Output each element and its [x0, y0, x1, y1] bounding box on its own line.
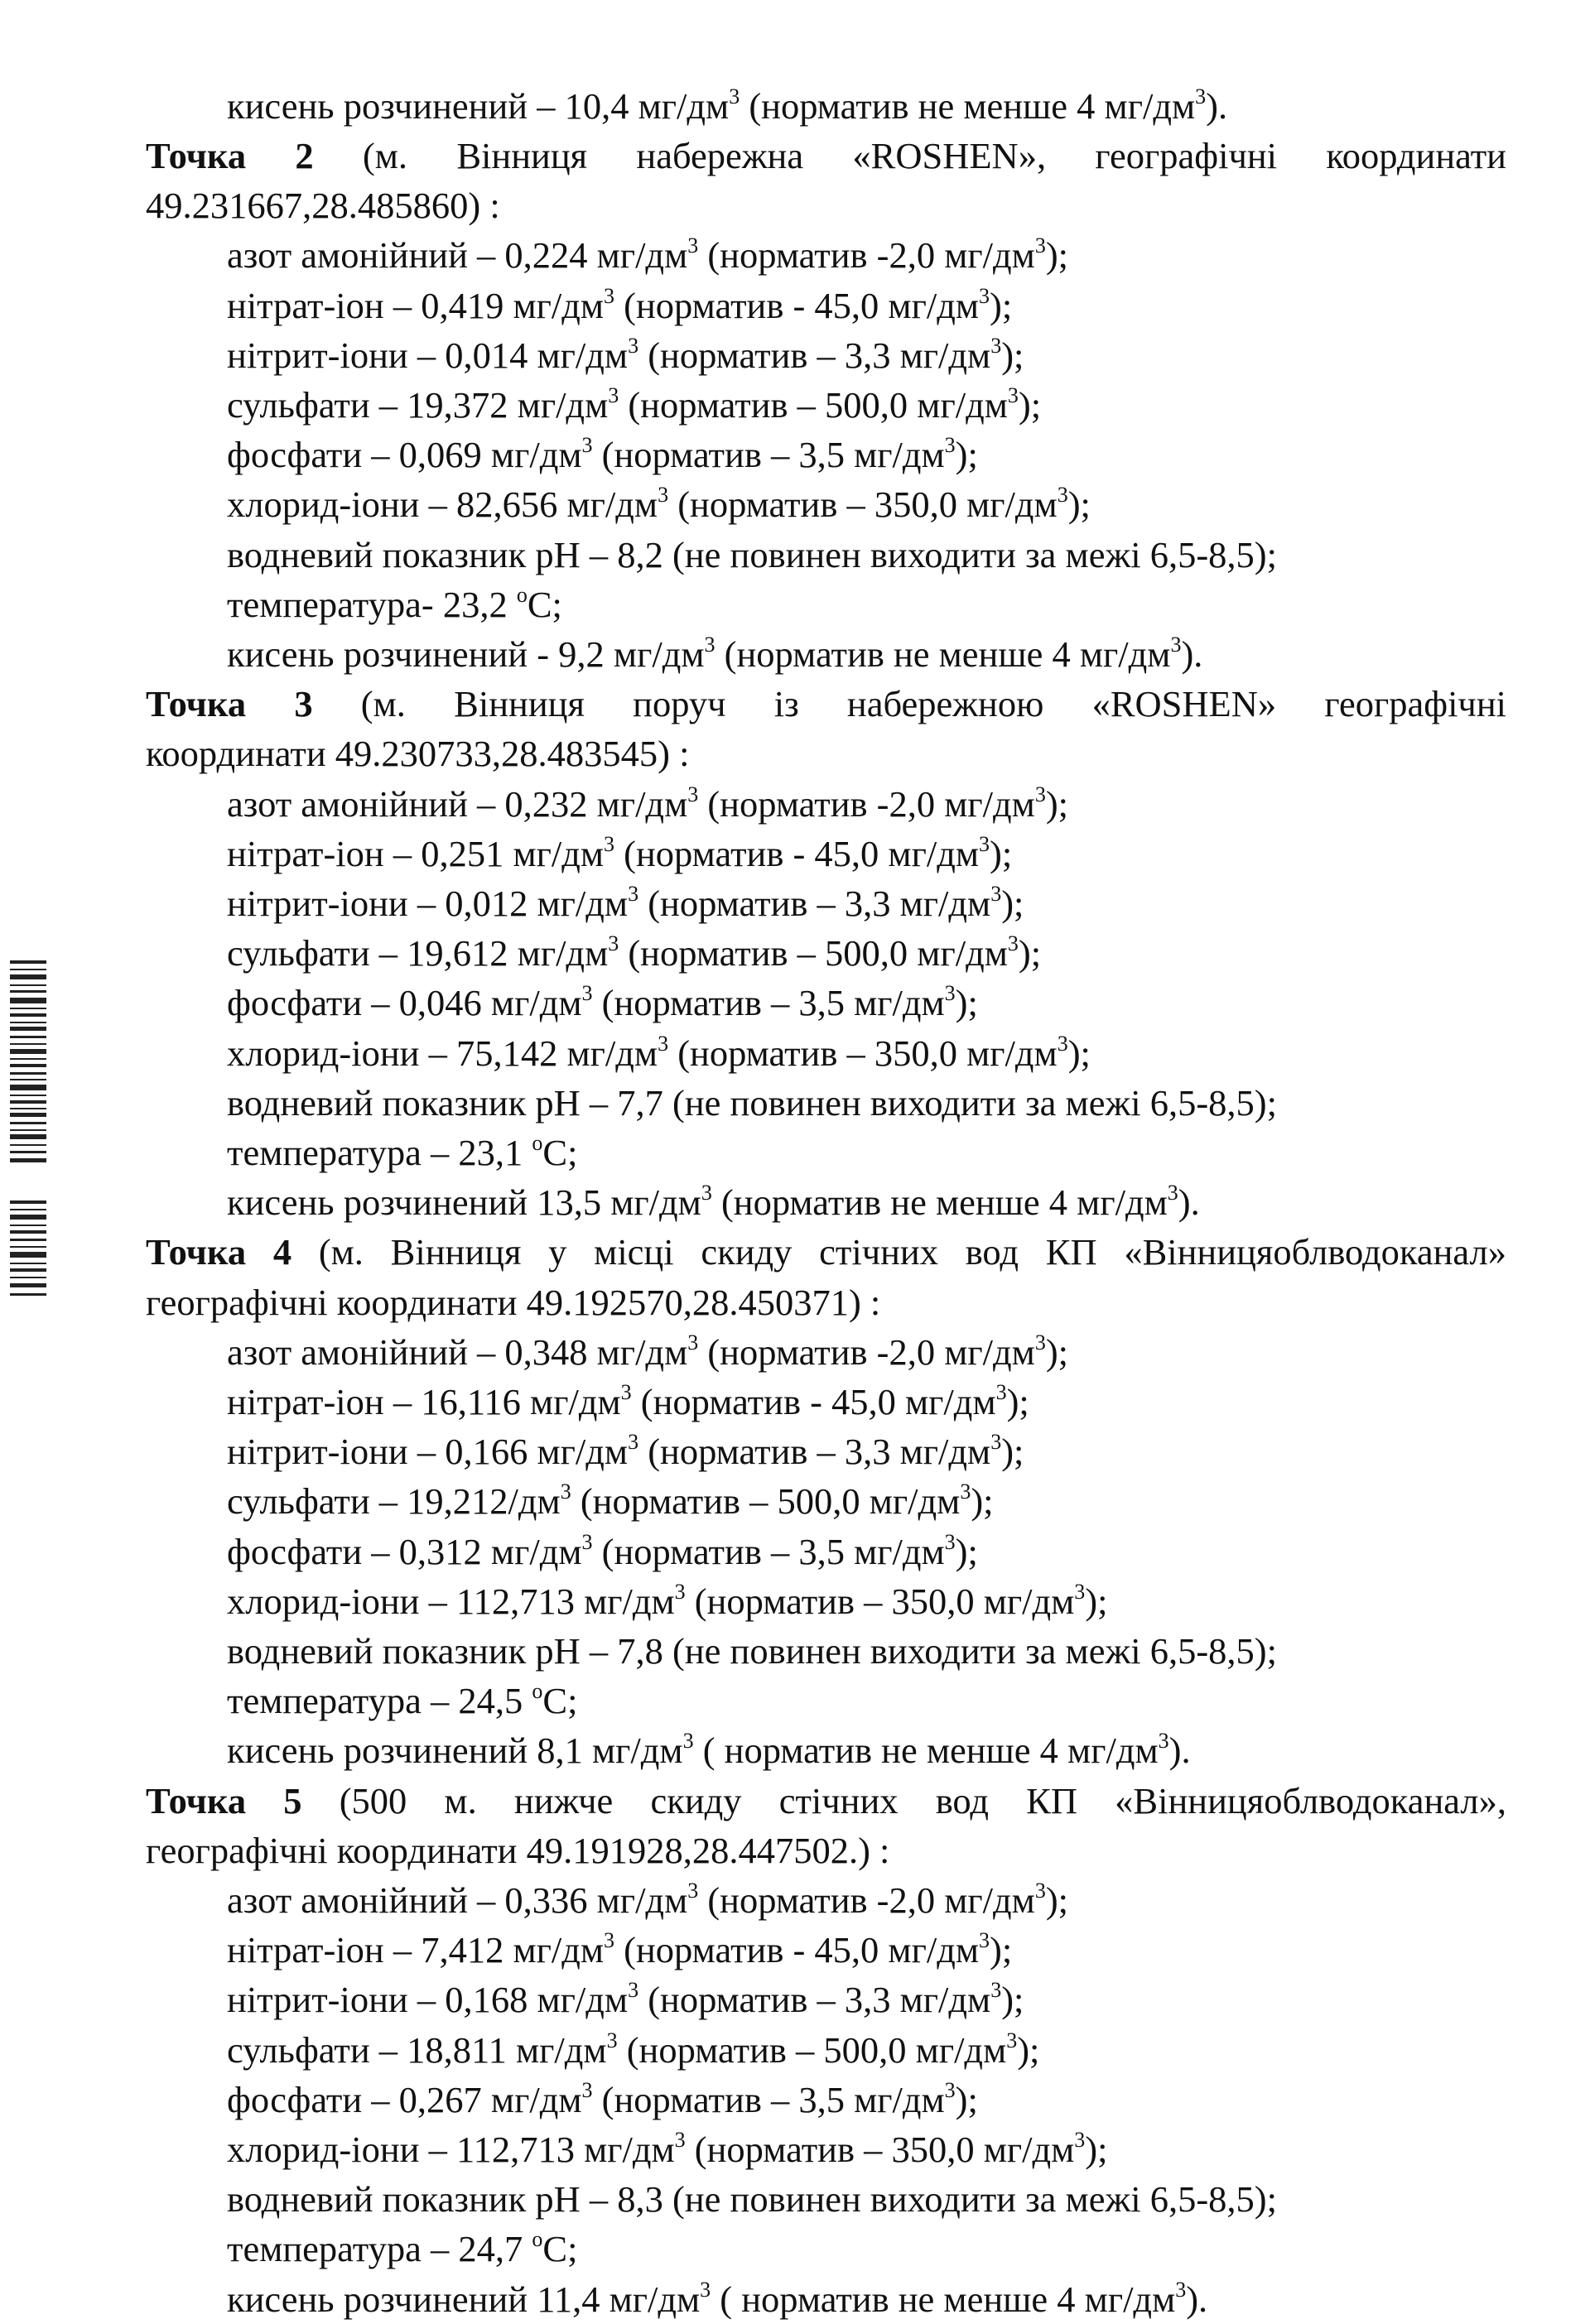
measurement-text: );: [1067, 1032, 1091, 1074]
superscript: 3: [979, 283, 990, 308]
superscript: 3: [1074, 2128, 1086, 2152]
measurement-text: );: [1001, 883, 1024, 924]
superscript: 3: [1007, 931, 1019, 956]
measurement-line: [227, 1028, 1091, 1078]
measurement-text: фосфати – 0,267 мг/дм: [227, 2078, 582, 2120]
measurement-text: ).: [1178, 1181, 1200, 1224]
superscript: 3: [944, 981, 956, 1006]
measurement-text: );: [1045, 1330, 1069, 1373]
measurement-text: температура – 24,5: [227, 1680, 532, 1722]
point-coordinates: географічні координати 49.192570,28.450371) :: [146, 1281, 881, 1323]
point-heading-text: (м. Вінниця набережна «ROSHEN», географічні координати: [313, 135, 1506, 176]
barcode-icon: [0, 952, 50, 1308]
measurement-text: );: [955, 2078, 978, 2120]
measurement-text: (норматив – 350,0 мг/дм: [668, 484, 1058, 526]
measurement-text: );: [1045, 782, 1069, 825]
measurement-line: [227, 1327, 1068, 1377]
measurement-text: (норматив – 3,3 мг/дм: [638, 334, 991, 376]
measurement-text: ( норматив не менше 4 мг/дм: [711, 2278, 1176, 2320]
measurement-text: хлорид-іони – 75,142 мг/дм: [227, 1032, 658, 1074]
superscript: 3: [687, 1330, 699, 1354]
superscript: 3: [701, 1181, 712, 1205]
measurement-line: [227, 230, 1068, 280]
measurement-line: [227, 281, 1012, 330]
superscript: 3: [560, 1480, 571, 1504]
superscript: 3: [1034, 1879, 1046, 1903]
measurement-text: нітрат-іон – 7,412 мг/дм: [227, 1929, 605, 1971]
superscript: 3: [1170, 633, 1182, 657]
point-heading-text: (м. Вінниця у місці скиду стічних вод КП «Вінницяоблводоканал»: [292, 1231, 1507, 1273]
measurement-line: [227, 1427, 1024, 1476]
intro-oxygen-line: кисень розчинений – 10,4 $мг/дм^3$ (норматив не менше 4 $мг/дм^3$).: [227, 84, 1228, 127]
superscript: 3: [1034, 782, 1046, 806]
measurement-text: );: [1001, 1979, 1024, 2021]
superscript: 3: [1057, 483, 1068, 508]
measurement-text: (норматив – 500,0 мг/дм: [571, 1480, 961, 1523]
superscript: 3: [581, 433, 593, 458]
measurement-text: С;: [542, 1680, 578, 1722]
superscript: 3: [700, 2277, 711, 2302]
measurement-text: фосфати – 0,046 мг/дм: [227, 982, 582, 1024]
superscript: 3: [1007, 383, 1019, 407]
measurement-text: нітрит-іони – 0,012 мг/дм: [227, 883, 629, 924]
superscript: о: [532, 2227, 543, 2252]
measurement-text: );: [955, 982, 978, 1024]
superscript: 3: [682, 1729, 694, 1754]
superscript: 3: [1175, 2277, 1187, 2302]
measurement-line: [227, 330, 1024, 380]
measurement-line: [227, 2025, 1039, 2075]
measurement-text: температура- 23,2: [227, 583, 517, 625]
superscript: 3: [628, 1978, 639, 2003]
superscript: 3: [620, 1380, 632, 1404]
measurement-line: [227, 629, 1202, 679]
measurement-text: нітрат-іон – 0,419 мг/дм: [227, 284, 605, 326]
measurement-line: [227, 380, 1041, 430]
measurement-text: );: [990, 832, 1013, 874]
measurement-text: водневий показник pH – 7,8 (не повинен виходити за межі 6,5-8,5);: [227, 1630, 1277, 1672]
measurement-line: [227, 580, 562, 629]
measurement-line: [227, 1626, 1277, 1676]
point-heading-text: (м. Вінниця поруч із набережною «ROSHEN» географічні: [312, 683, 1506, 725]
measurement-text: (норматив – 350,0 мг/дм: [685, 1580, 1075, 1622]
superscript: 3: [687, 233, 699, 258]
point-label: Точка 2: [146, 135, 314, 176]
measurement-text: сульфати – 19,612 мг/дм: [227, 932, 609, 974]
point-coordinates: географічні координати 49.191928,28.447502.) :: [146, 1829, 890, 1871]
measurement-text: );: [1018, 384, 1042, 426]
measurement-text: (норматив - 45,0 мг/дм: [614, 1929, 980, 1971]
measurement-text: );: [1018, 932, 1042, 974]
measurement-text: (норматив -2,0 мг/дм: [698, 1330, 1035, 1373]
measurement-text: (норматив -2,0 мг/дм: [698, 782, 1035, 825]
measurement-text: нітрит-іони – 0,166 мг/дм: [227, 1431, 629, 1473]
measurement-text: (норматив – 3,5 мг/дм: [592, 2078, 945, 2120]
measurement-text: );: [1045, 234, 1069, 277]
measurement-text: (норматив – 3,3 мг/дм: [638, 1979, 991, 2021]
measurement-line: [227, 1975, 1024, 2024]
point-coordinates: 49.231667,28.485860) :: [146, 185, 500, 227]
superscript: 3: [1057, 1031, 1068, 1056]
measurement-line: [227, 1476, 994, 1526]
superscript: 3: [960, 1480, 971, 1504]
superscript: 3: [604, 283, 615, 308]
superscript: 3: [990, 1430, 1002, 1455]
measurement-text: азот амонійний – 0,348 мг/дм: [227, 1330, 688, 1373]
measurement-line: [227, 1925, 1012, 1975]
superscript: 3: [581, 981, 593, 1006]
measurement-text: кисень розчинений 13,5 мг/дм: [227, 1181, 701, 1224]
measurement-text: (норматив – 500,0 мг/дм: [619, 932, 1008, 974]
measurement-text: хлорид-іони – 82,656 мг/дм: [227, 484, 658, 526]
superscript: 3: [604, 831, 615, 856]
measurement-text: (норматив - 45,0 мг/дм: [614, 284, 980, 326]
measurement-text: (норматив – 3,5 мг/дм: [592, 434, 945, 476]
superscript: 3: [1034, 1330, 1046, 1354]
measurement-text: );: [1067, 484, 1091, 526]
measurement-text: водневий показник pH – 8,3 (не повинен виходити за межі 6,5-8,5);: [227, 2178, 1277, 2221]
measurement-text: );: [1006, 1381, 1029, 1422]
measurement-line: [227, 430, 978, 479]
superscript: 3: [628, 1430, 639, 1455]
measurement-text: (норматив не менше 4 мг/дм: [711, 1181, 1168, 1224]
measurement-line: [227, 1676, 577, 1725]
measurement-text: (норматив – 3,3 мг/дм: [638, 883, 991, 924]
point-heading: [146, 131, 1506, 180]
measurement-line: [227, 978, 978, 1027]
superscript: 3: [1074, 1579, 1086, 1604]
point-heading-text: (500 м. нижче скиду стічних вод КП «Вінницяоблводоканал»,: [301, 1779, 1506, 1821]
measurement-text: (норматив - 45,0 мг/дм: [631, 1381, 996, 1422]
measurement-text: );: [990, 284, 1013, 326]
measurement-line: [227, 2224, 577, 2273]
measurement-text: );: [971, 1480, 994, 1523]
measurement-text: азот амонійний – 0,336 мг/дм: [227, 1879, 688, 1921]
measurement-text: (норматив – 350,0 мг/дм: [668, 1032, 1058, 1074]
measurement-text: (норматив -2,0 мг/дм: [698, 1879, 1035, 1921]
superscript: 3: [608, 383, 619, 407]
measurement-text: (норматив - 45,0 мг/дм: [614, 832, 980, 874]
measurement-text: кисень розчинений 8,1 мг/дм: [227, 1730, 683, 1772]
superscript: 3: [979, 831, 990, 856]
measurement-text: фосфати – 0,069 мг/дм: [227, 434, 582, 476]
measurement-line: [227, 1875, 1068, 1925]
superscript: 3: [687, 1879, 699, 1903]
superscript: 3: [990, 1978, 1002, 2003]
measurement-text: хлорид-іони – 112,713 мг/дм: [227, 1580, 675, 1622]
measurement-line: [227, 829, 1012, 878]
measurement-text: хлорид-іони – 112,713 мг/дм: [227, 2129, 675, 2170]
measurement-line: [227, 1128, 577, 1177]
superscript: 3: [979, 1928, 990, 1953]
superscript: 3: [628, 882, 639, 906]
measurement-line: [227, 2075, 978, 2124]
measurement-text: );: [1085, 2129, 1108, 2170]
measurement-text: нітрит-іони – 0,014 мг/дм: [227, 334, 629, 376]
superscript: 3: [658, 1031, 669, 1056]
superscript: 3: [944, 433, 956, 458]
superscript: 3: [1167, 1181, 1178, 1205]
superscript: о: [532, 1679, 543, 1704]
superscript: 3: [990, 333, 1002, 358]
superscript: 3: [995, 1380, 1007, 1404]
superscript: 3: [1006, 2028, 1018, 2052]
measurement-text: С;: [542, 1132, 578, 1173]
measurement-text: фосфати – 0,312 мг/дм: [227, 1530, 582, 1572]
measurement-text: );: [1085, 1580, 1108, 1622]
measurement-line: [227, 1377, 1029, 1427]
measurement-text: С;: [527, 583, 562, 625]
superscript: 3: [581, 1529, 593, 1554]
measurement-text: (норматив – 3,5 мг/дм: [592, 1530, 945, 1572]
measurement-text: ).: [1181, 633, 1203, 675]
measurement-line: [227, 479, 1091, 529]
superscript: 3: [604, 1928, 615, 1953]
superscript: 3: [658, 483, 669, 508]
superscript: о: [532, 1131, 543, 1155]
measurement-text: кисень розчинений - 9,2 мг/дм: [227, 633, 705, 675]
superscript: 3: [674, 2128, 686, 2152]
superscript: 3: [628, 333, 639, 358]
superscript: 3: [990, 882, 1002, 906]
point-coordinates: координати 49.230733,28.483545) :: [146, 733, 690, 775]
measurement-text: нітрит-іони – 0,168 мг/дм: [227, 1979, 629, 2021]
measurement-text: температура – 23,1: [227, 1132, 532, 1173]
measurement-text: сульфати – 18,811 мг/дм: [227, 2028, 607, 2071]
measurement-text: ).: [1186, 2278, 1208, 2320]
measurement-text: нітрат-іон – 16,116 мг/дм: [227, 1381, 621, 1422]
measurement-text: );: [990, 1929, 1013, 1971]
measurement-line: [227, 1725, 1191, 1775]
measurement-text: (норматив – 500,0 мг/дм: [617, 2028, 1007, 2071]
measurement-line: [227, 2124, 1107, 2174]
superscript: о: [516, 582, 528, 607]
measurement-text: водневий показник pH – 8,2 (не повинен виходити за межі 6,5-8,5);: [227, 533, 1277, 575]
measurement-text: ).: [1168, 1730, 1191, 1772]
measurement-text: (норматив – 350,0 мг/дм: [685, 2129, 1075, 2170]
measurement-line: [227, 2274, 1207, 2324]
point-heading: [146, 1227, 1506, 1277]
superscript: 3: [608, 931, 619, 956]
measurement-line: [227, 530, 1277, 580]
superscript: 3: [687, 782, 699, 806]
measurement-text: водневий показник pH – 7,7 (не повинен виходити за межі 6,5-8,5);: [227, 1081, 1277, 1124]
measurement-text: );: [955, 1530, 978, 1572]
measurement-text: (норматив – 500,0 мг/дм: [619, 384, 1008, 426]
point-heading: [146, 679, 1506, 729]
superscript: 3: [606, 2028, 618, 2052]
measurement-text: (норматив – 3,5 мг/дм: [592, 982, 945, 1024]
measurement-text: ( норматив не менше 4 мг/дм: [693, 1730, 1159, 1772]
measurement-line: [227, 2174, 1277, 2224]
measurement-text: температура – 24,7: [227, 2228, 532, 2270]
measurement-text: кисень розчинений 11,4 мг/дм: [227, 2278, 701, 2320]
measurement-text: (норматив -2,0 мг/дм: [698, 234, 1035, 277]
superscript: 3: [1034, 233, 1046, 258]
point-label: Точка 4: [146, 1231, 292, 1273]
measurement-line: [227, 1078, 1277, 1128]
measurement-text: азот амонійний – 0,232 мг/дм: [227, 782, 688, 825]
point-heading: [146, 1776, 1506, 1826]
superscript: 3: [581, 2077, 593, 2102]
measurement-text: );: [1001, 1431, 1024, 1473]
measurement-line: [227, 878, 1024, 928]
point-label: Точка 3: [146, 683, 313, 725]
point-label: Точка 5: [146, 1779, 302, 1821]
measurement-line: [227, 1576, 1107, 1626]
superscript: 3: [944, 2077, 956, 2102]
measurement-text: нітрат-іон – 0,251 мг/дм: [227, 832, 605, 874]
measurement-line: [227, 1527, 978, 1576]
measurement-text: (норматив не менше 4 мг/дм: [715, 633, 1171, 675]
measurement-line: [227, 779, 1068, 829]
measurement-text: сульфати – 19,212/дм: [227, 1480, 561, 1523]
measurement-text: );: [955, 434, 978, 476]
measurement-text: );: [1001, 334, 1024, 376]
measurement-text: );: [1045, 1879, 1069, 1921]
measurement-text: сульфати – 19,372 мг/дм: [227, 384, 609, 426]
superscript: 3: [944, 1529, 956, 1554]
measurement-text: (норматив – 3,3 мг/дм: [638, 1431, 991, 1473]
measurement-line: [227, 1177, 1200, 1227]
measurement-line: [227, 928, 1041, 978]
measurement-text: азот амонійний – 0,224 мг/дм: [227, 234, 688, 277]
superscript: 3: [1158, 1729, 1169, 1754]
measurement-text: );: [1017, 2028, 1040, 2071]
superscript: 3: [704, 633, 716, 657]
measurement-text: С;: [542, 2228, 578, 2270]
superscript: 3: [674, 1579, 686, 1604]
